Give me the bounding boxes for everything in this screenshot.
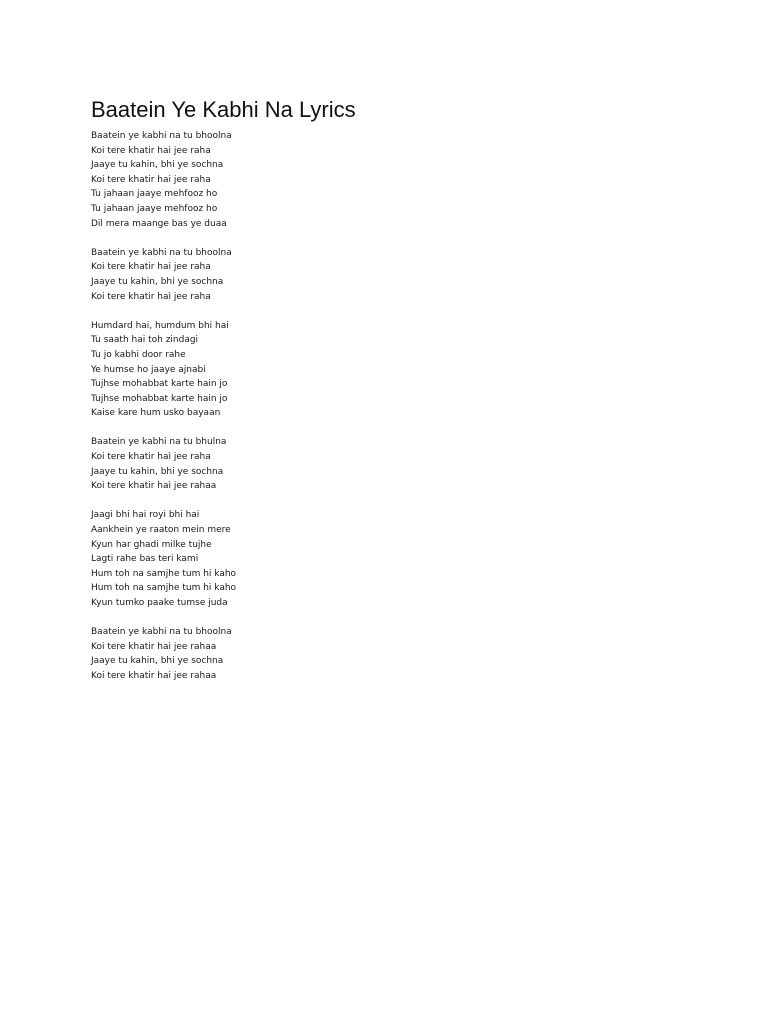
lyric-line: Jaaye tu kahin, bhi ye sochna <box>91 656 224 667</box>
lyrics-stanza <box>91 129 236 231</box>
lyric-line: Koi tere khatir hai jee raha <box>91 452 211 463</box>
lyrics-stanza <box>91 508 236 610</box>
lyric-line: Dil mera maange bas ye duaa <box>91 218 227 229</box>
lyric-line: Koi tere khatir hai jee raha <box>91 145 211 156</box>
lyric-line: Ye humse ho jaaye ajnabi <box>91 364 206 375</box>
lyric-line: Jaaye tu kahin, bhi ye sochna <box>91 160 224 171</box>
lyric-line: Koi tere khatir hai jee rahaa <box>91 481 217 492</box>
lyric-line: Jaagi bhi hai royi bhi hai <box>91 510 200 521</box>
lyric-line: Lagti rahe bas teri kami <box>91 554 199 565</box>
lyric-line: Baatein ye kabhi na tu bhoolna <box>91 627 232 638</box>
lyrics-body <box>91 129 236 698</box>
lyric-line: Tu jahaan jaaye mehfooz ho <box>91 203 218 214</box>
lyric-line: Jaaye tu kahin, bhi ye sochna <box>91 276 224 287</box>
lyric-line: Koi tere khatir hai jee rahaa <box>91 670 217 681</box>
lyric-line: Kyun tumko paake tumse juda <box>91 598 228 608</box>
lyric-line: Baatein ye kabhi na tu bhoolna <box>91 131 232 141</box>
lyrics-stanza <box>91 435 236 493</box>
lyrics-stanza <box>91 319 236 421</box>
lyric-line: Tujhse mohabbat karte hain jo <box>91 393 228 404</box>
lyric-line: Hum toh na samjhe tum hi kaho <box>91 568 237 579</box>
lyric-line: Tu jahaan jaaye mehfooz ho <box>91 189 218 200</box>
lyrics-stanza <box>91 246 236 304</box>
lyric-line: Tujhse mohabbat karte hain jo <box>91 379 228 390</box>
lyric-line: Tu saath hai toh zindagi <box>91 335 199 346</box>
lyric-line: Kaise kare hum usko bayaan <box>91 408 221 419</box>
document-title: Baatein Ye Kabhi Na Lyrics <box>91 97 356 122</box>
lyric-line: Koi tere khatir hai jee raha <box>91 262 211 273</box>
lyric-line: Aankhein ye raaton mein mere <box>91 525 231 536</box>
lyric-line: Jaaye tu kahin, bhi ye sochna <box>91 466 224 477</box>
lyric-line: Baatein ye kabhi na tu bhoolna <box>91 247 232 258</box>
lyrics-stanza <box>91 625 236 683</box>
lyric-line: Koi tere khatir hai jee rahaa <box>91 641 217 652</box>
lyric-line: Baatein ye kabhi na tu bhulna <box>91 437 227 448</box>
lyric-line: Hum toh na samjhe tum hi kaho <box>91 583 237 594</box>
lyric-line: Koi tere khatir hai jee raha <box>91 174 211 185</box>
lyric-line: Tu jo kabhi door rahe <box>91 349 186 360</box>
lyric-line: Koi tere khatir hai jee raha <box>91 291 211 302</box>
lyric-line: Kyun har ghadi milke tujhe <box>91 539 212 550</box>
lyric-line: Humdard hai, humdum bhi hai <box>91 320 229 331</box>
